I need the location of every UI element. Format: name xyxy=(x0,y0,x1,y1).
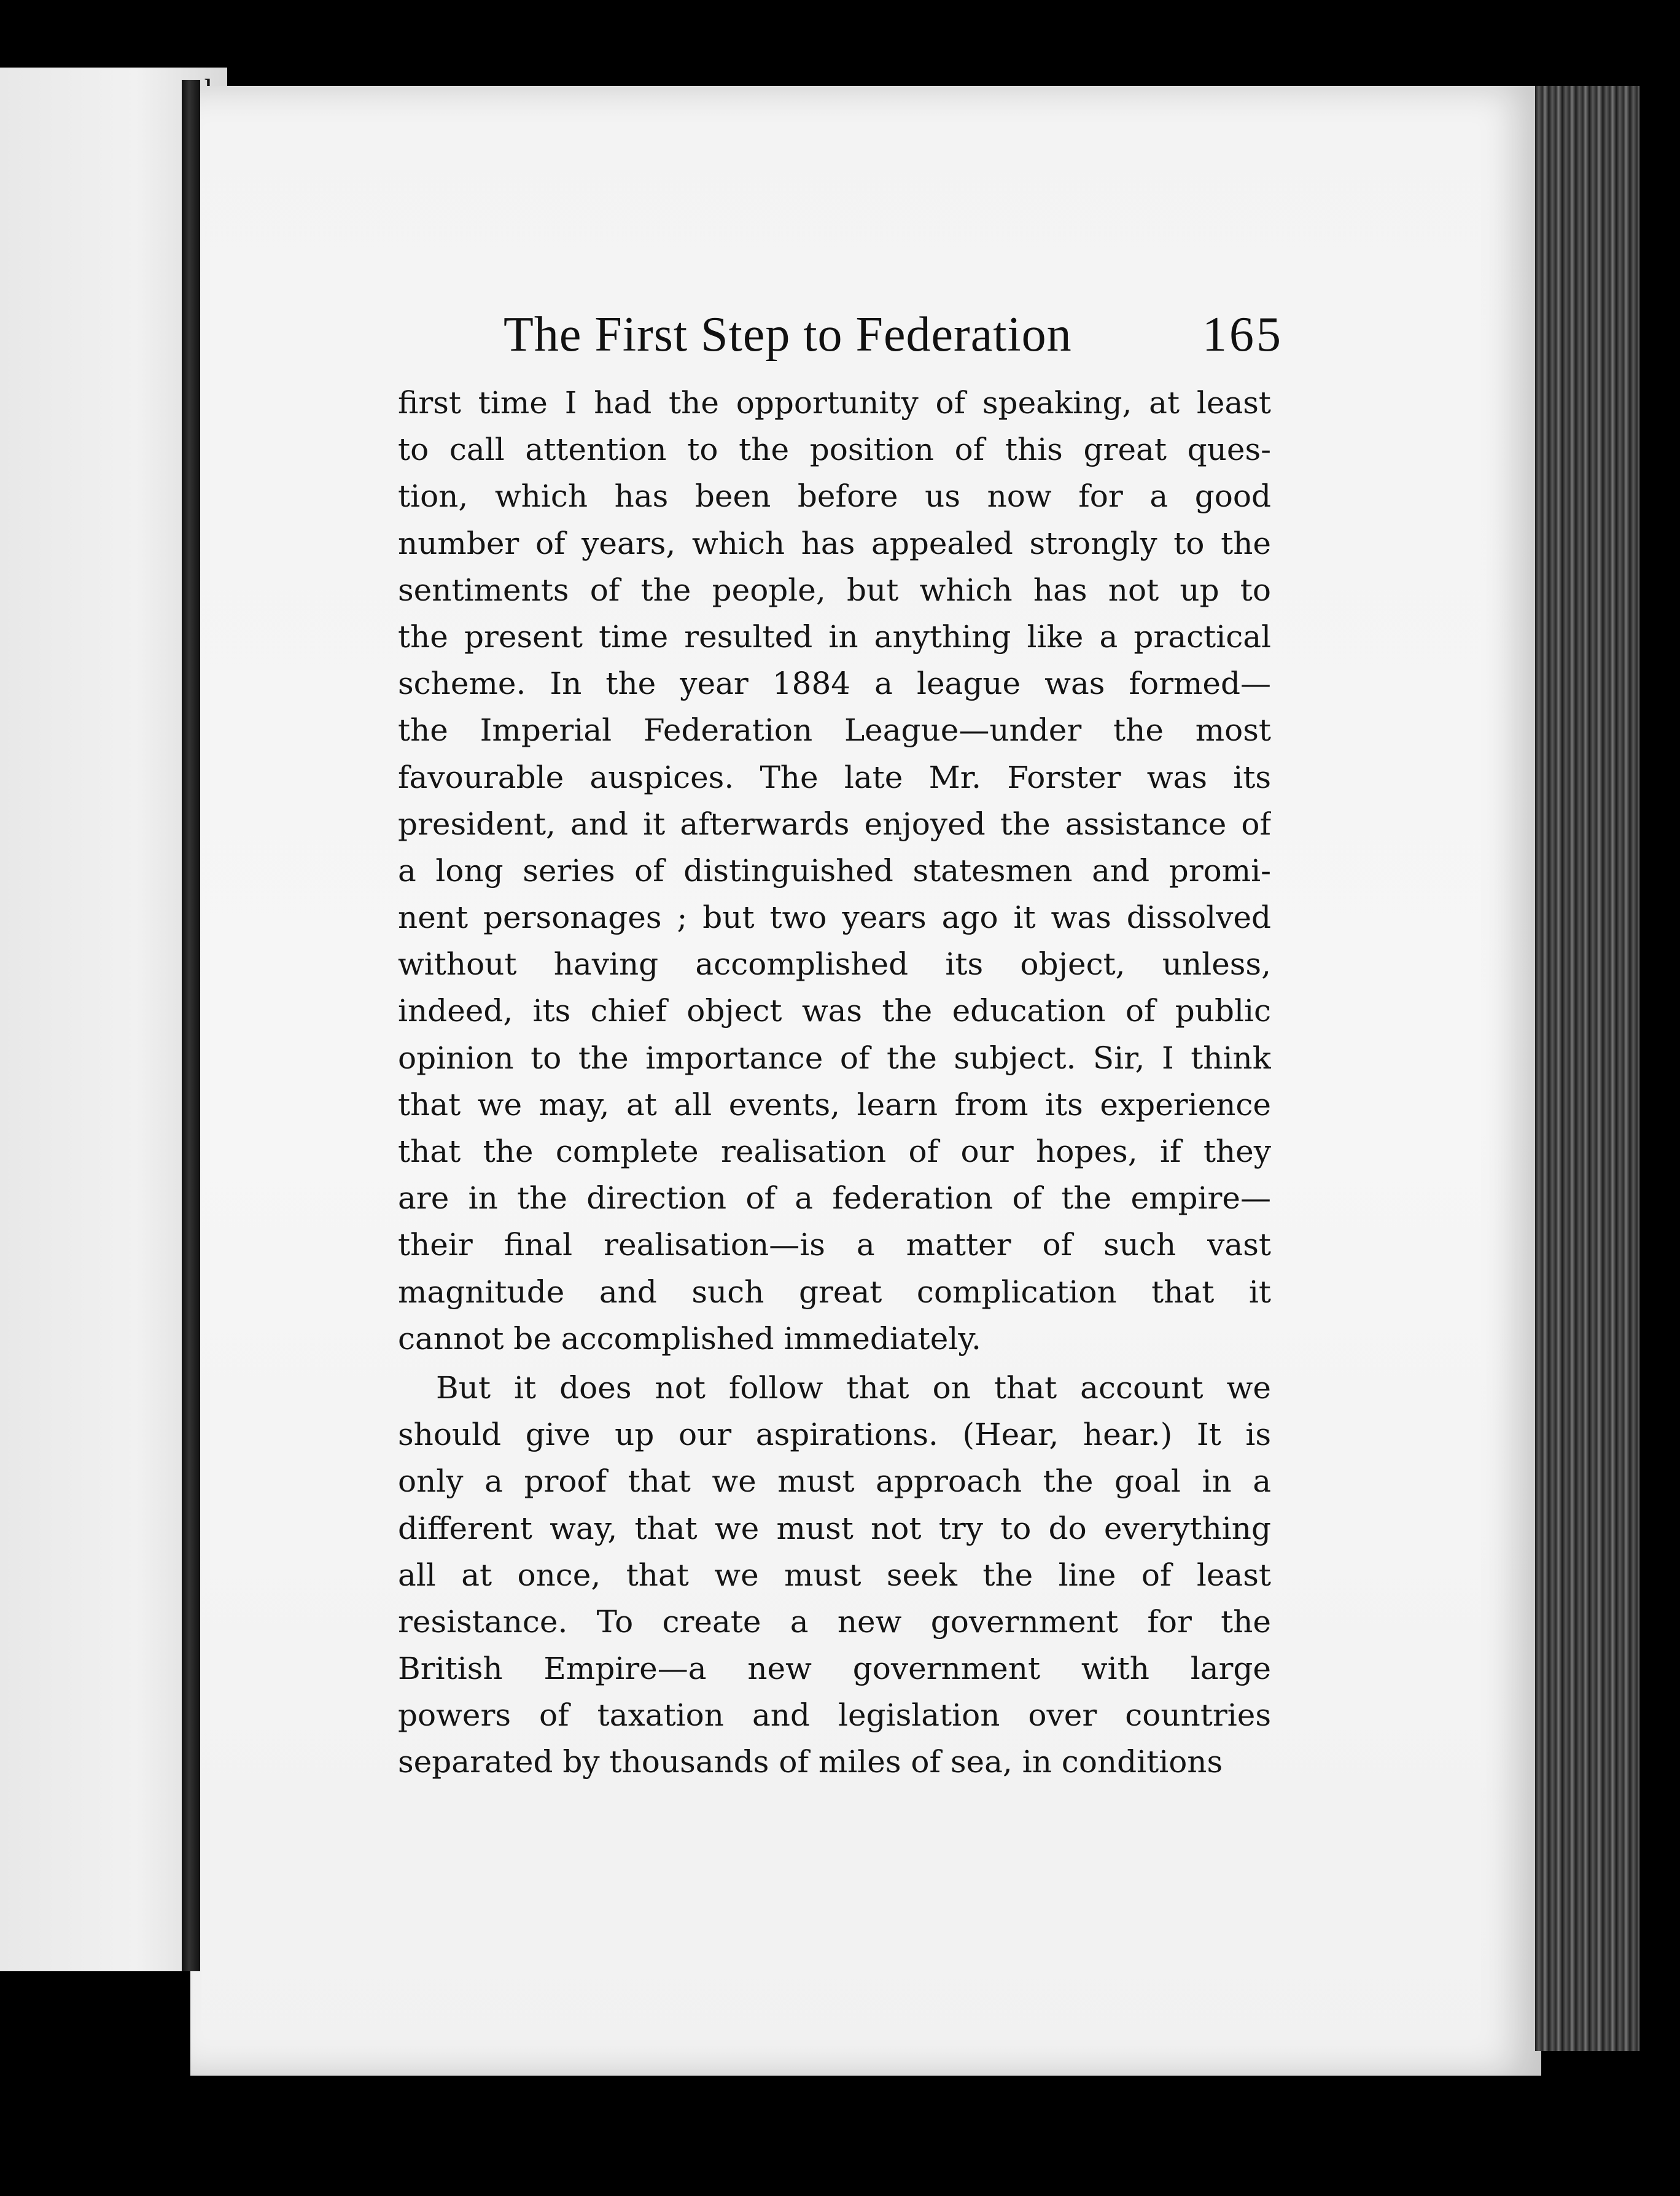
text-line: to call attention to the position of this great ques- xyxy=(398,432,1271,468)
text-line: number of years, which has appealed strongly to the xyxy=(398,525,1271,561)
text-line: powers of taxation and legislation over countries xyxy=(398,1697,1271,1734)
text-line: indeed, its chief object was the education of public xyxy=(398,993,1271,1029)
text-line: resistance. To create a new government for the xyxy=(398,1603,1271,1640)
text-line: But it does not follow that on that account we xyxy=(436,1369,1271,1406)
text-line: British Empire—a new government with large xyxy=(398,1651,1271,1687)
text-line: that the complete realisation of our hopes, if they xyxy=(398,1134,1271,1169)
text-line: that we may, at all events, learn from its experience xyxy=(398,1086,1271,1123)
text-line: magnitude and such great complication that it xyxy=(398,1274,1271,1310)
text-line: different way, that we must not try to do everything xyxy=(398,1510,1271,1546)
text-line: are in the direction of a federation of the empire— xyxy=(398,1180,1271,1217)
text-line: should give up our aspirations. (Hear, hear.) It is xyxy=(398,1417,1271,1453)
text-line: scheme. In the year 1884 a league was formed— xyxy=(398,666,1271,702)
text-line: president, and it afterwards enjoyed the assistance of xyxy=(398,806,1271,842)
text-line: nent personages ; but two years ago it was dissolved xyxy=(398,900,1271,936)
text-line: their final realisation—is a matter of such vast xyxy=(398,1227,1271,1263)
text-line: the present time resulted in anything like a practical xyxy=(398,618,1271,655)
text-line: first time I had the opportunity of speaking, at least xyxy=(398,385,1271,421)
running-head xyxy=(504,307,1283,363)
book-page-edges xyxy=(1535,86,1639,2051)
paragraph xyxy=(398,380,1271,1362)
text-line: opinion to the importance of the subject. Sir, I think xyxy=(398,1040,1271,1076)
text-line: a long series of distinguished statesmen and promi- xyxy=(398,852,1271,889)
text-line: separated by thousands of miles of sea, in conditions xyxy=(398,1744,1223,1780)
body-text xyxy=(398,380,1271,1786)
text-line: sentiments of the people, but which has not up to xyxy=(398,572,1271,608)
text-line: favourable auspices. The late Mr. Forster was its xyxy=(398,759,1271,795)
text-line: all at once, that we must seek the line of least xyxy=(398,1557,1271,1593)
paragraph xyxy=(398,1365,1271,1786)
text-line: cannot be accomplished immediately. xyxy=(398,1320,981,1357)
text-line: without having accomplished its object, unless, xyxy=(398,946,1271,983)
text-line: only a proof that we must approach the goal in a xyxy=(398,1463,1271,1500)
binding-gutter xyxy=(182,80,200,1971)
text-line: the Imperial Federation League—under the most xyxy=(398,712,1271,749)
running-head-title: The First Step to Federation xyxy=(504,308,1072,362)
text-line: tion, which has been before us now for a good xyxy=(398,478,1271,515)
page-number: 165 xyxy=(1202,308,1283,362)
